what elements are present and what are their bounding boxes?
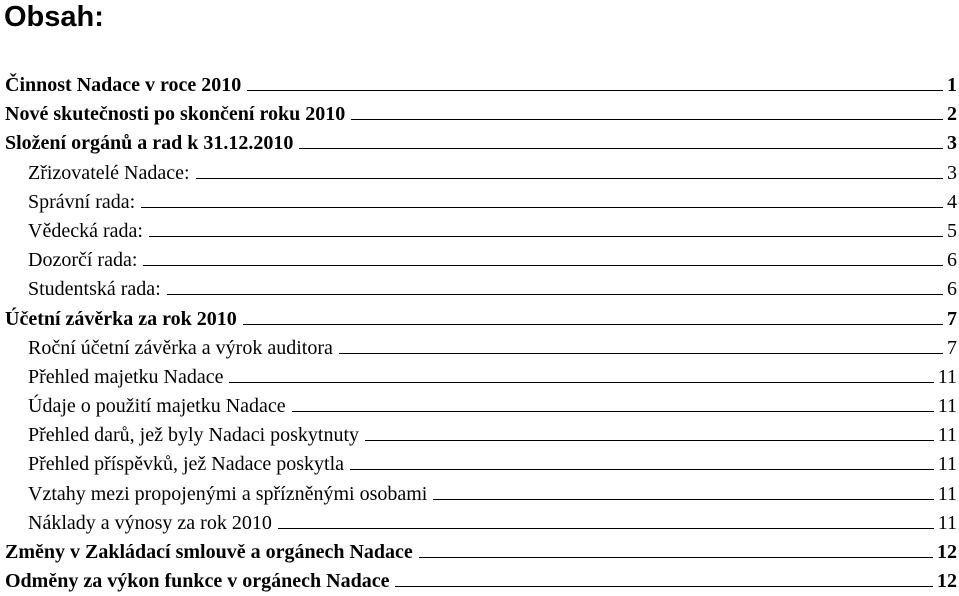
- toc-subentry[interactable]: [5, 217, 957, 246]
- toc-leader-line: [167, 294, 943, 295]
- toc-entry-page: 11: [937, 511, 957, 534]
- toc-leader-line: [419, 557, 933, 558]
- toc-entry-page: 12: [937, 570, 957, 593]
- toc-subentry[interactable]: [5, 450, 957, 479]
- toc-leader-line: [351, 119, 943, 120]
- toc-entry[interactable]: [5, 100, 957, 129]
- toc-leader-line: [149, 236, 943, 237]
- toc-leader-line: [243, 324, 943, 325]
- toc-entry-page: 11: [937, 365, 957, 388]
- toc-entry-page: 1: [947, 74, 957, 96]
- toc-leader-line: [196, 178, 943, 179]
- toc-leader-line: [143, 265, 943, 266]
- toc-entry-page: 11: [937, 424, 957, 447]
- toc-entry-title: Přehled příspěvků, jež Nadace poskytla: [28, 453, 345, 476]
- toc-entry-title: Vztahy mezi propojenými a spřízněnými osobami: [28, 482, 428, 505]
- toc-entry-page: 2: [947, 103, 957, 126]
- toc-entry-page: 12: [937, 541, 957, 563]
- toc-entry[interactable]: [5, 567, 957, 596]
- toc-entry-title: Zřizovatelé Nadace:: [28, 161, 190, 184]
- toc-entry-title: Přehled darů, jež byly Nadaci poskytnuty: [28, 424, 360, 447]
- toc-entry[interactable]: [5, 538, 957, 567]
- page-title: Obsah:: [4, 1, 104, 33]
- toc-entry-page: 7: [947, 336, 957, 359]
- toc-entry-title: Náklady a výnosy za rok 2010: [28, 511, 272, 534]
- toc-entry[interactable]: [5, 71, 957, 100]
- toc-subentry[interactable]: [5, 246, 957, 275]
- toc-entry-page: 7: [947, 307, 957, 330]
- toc-leader-line: [141, 207, 943, 208]
- toc-entry-title: Odměny za výkon funkce v orgánech Nadace: [5, 570, 390, 593]
- toc-entry-page: 11: [937, 395, 957, 418]
- toc-entry[interactable]: [5, 305, 957, 334]
- toc-entry-title: Přehled majetku Nadace: [28, 365, 224, 388]
- toc-subentry[interactable]: [5, 480, 957, 509]
- toc-entry-title: Změny v Zakládací smlouvě a orgánech Nadace: [5, 541, 413, 563]
- toc-leader-line: [350, 469, 934, 470]
- toc-entry-title: Dozorčí rada:: [28, 249, 138, 272]
- toc-leader-line: [433, 499, 933, 500]
- toc-entry-title: Činnost Nadace v roce 2010: [5, 74, 242, 96]
- table-of-contents: [5, 71, 957, 596]
- toc-entry-page: 3: [947, 132, 957, 155]
- toc-entry-page: 5: [947, 219, 957, 242]
- toc-subentry[interactable]: [5, 159, 957, 188]
- toc-entry-page: 3: [947, 161, 957, 184]
- toc-leader-line: [292, 411, 934, 412]
- toc-entry-title: Údaje o použití majetku Nadace: [28, 395, 286, 418]
- toc-subentry[interactable]: [5, 509, 957, 538]
- toc-entry-title: Studentská rada:: [28, 278, 161, 301]
- toc-leader-line: [299, 148, 943, 149]
- toc-subentry[interactable]: [5, 363, 957, 392]
- toc-leader-line: [278, 528, 934, 529]
- toc-entry-page: 11: [937, 482, 957, 505]
- toc-leader-line: [395, 586, 933, 587]
- toc-entry-title: Správní rada:: [28, 190, 136, 213]
- toc-entry-page: 6: [947, 249, 957, 272]
- toc-subentry[interactable]: [5, 392, 957, 421]
- toc-entry-title: Účetní závěrka za rok 2010: [5, 307, 237, 330]
- toc-entry-title: Složení orgánů a rad k 31.12.2010: [5, 132, 294, 155]
- toc-subentry[interactable]: [5, 188, 957, 217]
- toc-entry-title: Vědecká rada:: [28, 219, 143, 242]
- toc-entry[interactable]: [5, 129, 957, 158]
- toc-leader-line: [229, 382, 933, 383]
- toc-subentry[interactable]: [5, 275, 957, 304]
- toc-entry-title: Roční účetní závěrka a výrok auditora: [28, 336, 333, 359]
- toc-leader-line: [365, 440, 934, 441]
- toc-entry-page: 4: [947, 190, 957, 213]
- toc-leader-line: [339, 353, 943, 354]
- toc-entry-title: Nové skutečnosti po skončení roku 2010: [5, 103, 346, 126]
- toc-leader-line: [247, 90, 943, 91]
- toc-subentry[interactable]: [5, 421, 957, 450]
- toc-entry-page: 11: [937, 453, 957, 476]
- toc-entry-page: 6: [947, 278, 957, 301]
- toc-subentry[interactable]: [5, 334, 957, 363]
